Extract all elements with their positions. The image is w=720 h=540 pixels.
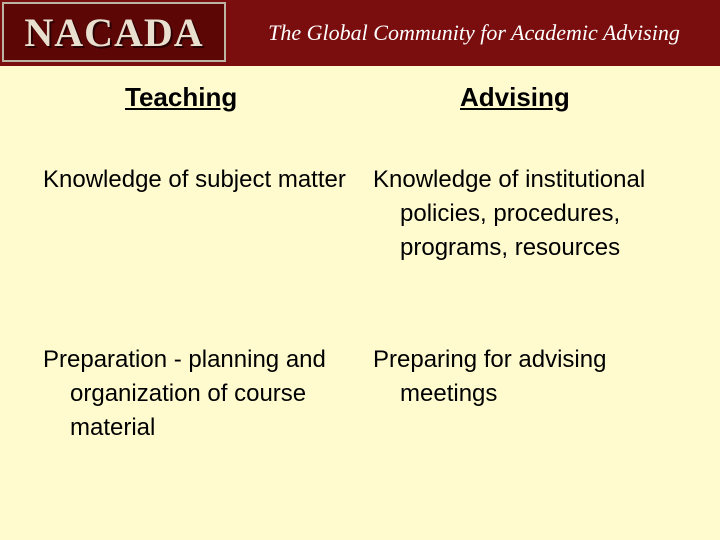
teaching-item-preparation: Preparation - planning and organization of course material	[43, 346, 326, 441]
nacada-logo	[2, 2, 226, 62]
advising-item-knowledge: Knowledge of institutional policies, procedures, programs, resources	[373, 166, 646, 261]
advising-item-preparing: Preparing for advising meetings	[373, 346, 607, 407]
logo-text: NACADA	[24, 9, 204, 55]
header-banner	[0, 0, 720, 66]
tagline: The Global Community for Academic Advising	[268, 20, 680, 45]
advising-heading: Advising	[460, 82, 570, 112]
teaching-item-knowledge: Knowledge of subject matter	[43, 166, 346, 193]
teaching-heading: Teaching	[125, 82, 238, 112]
